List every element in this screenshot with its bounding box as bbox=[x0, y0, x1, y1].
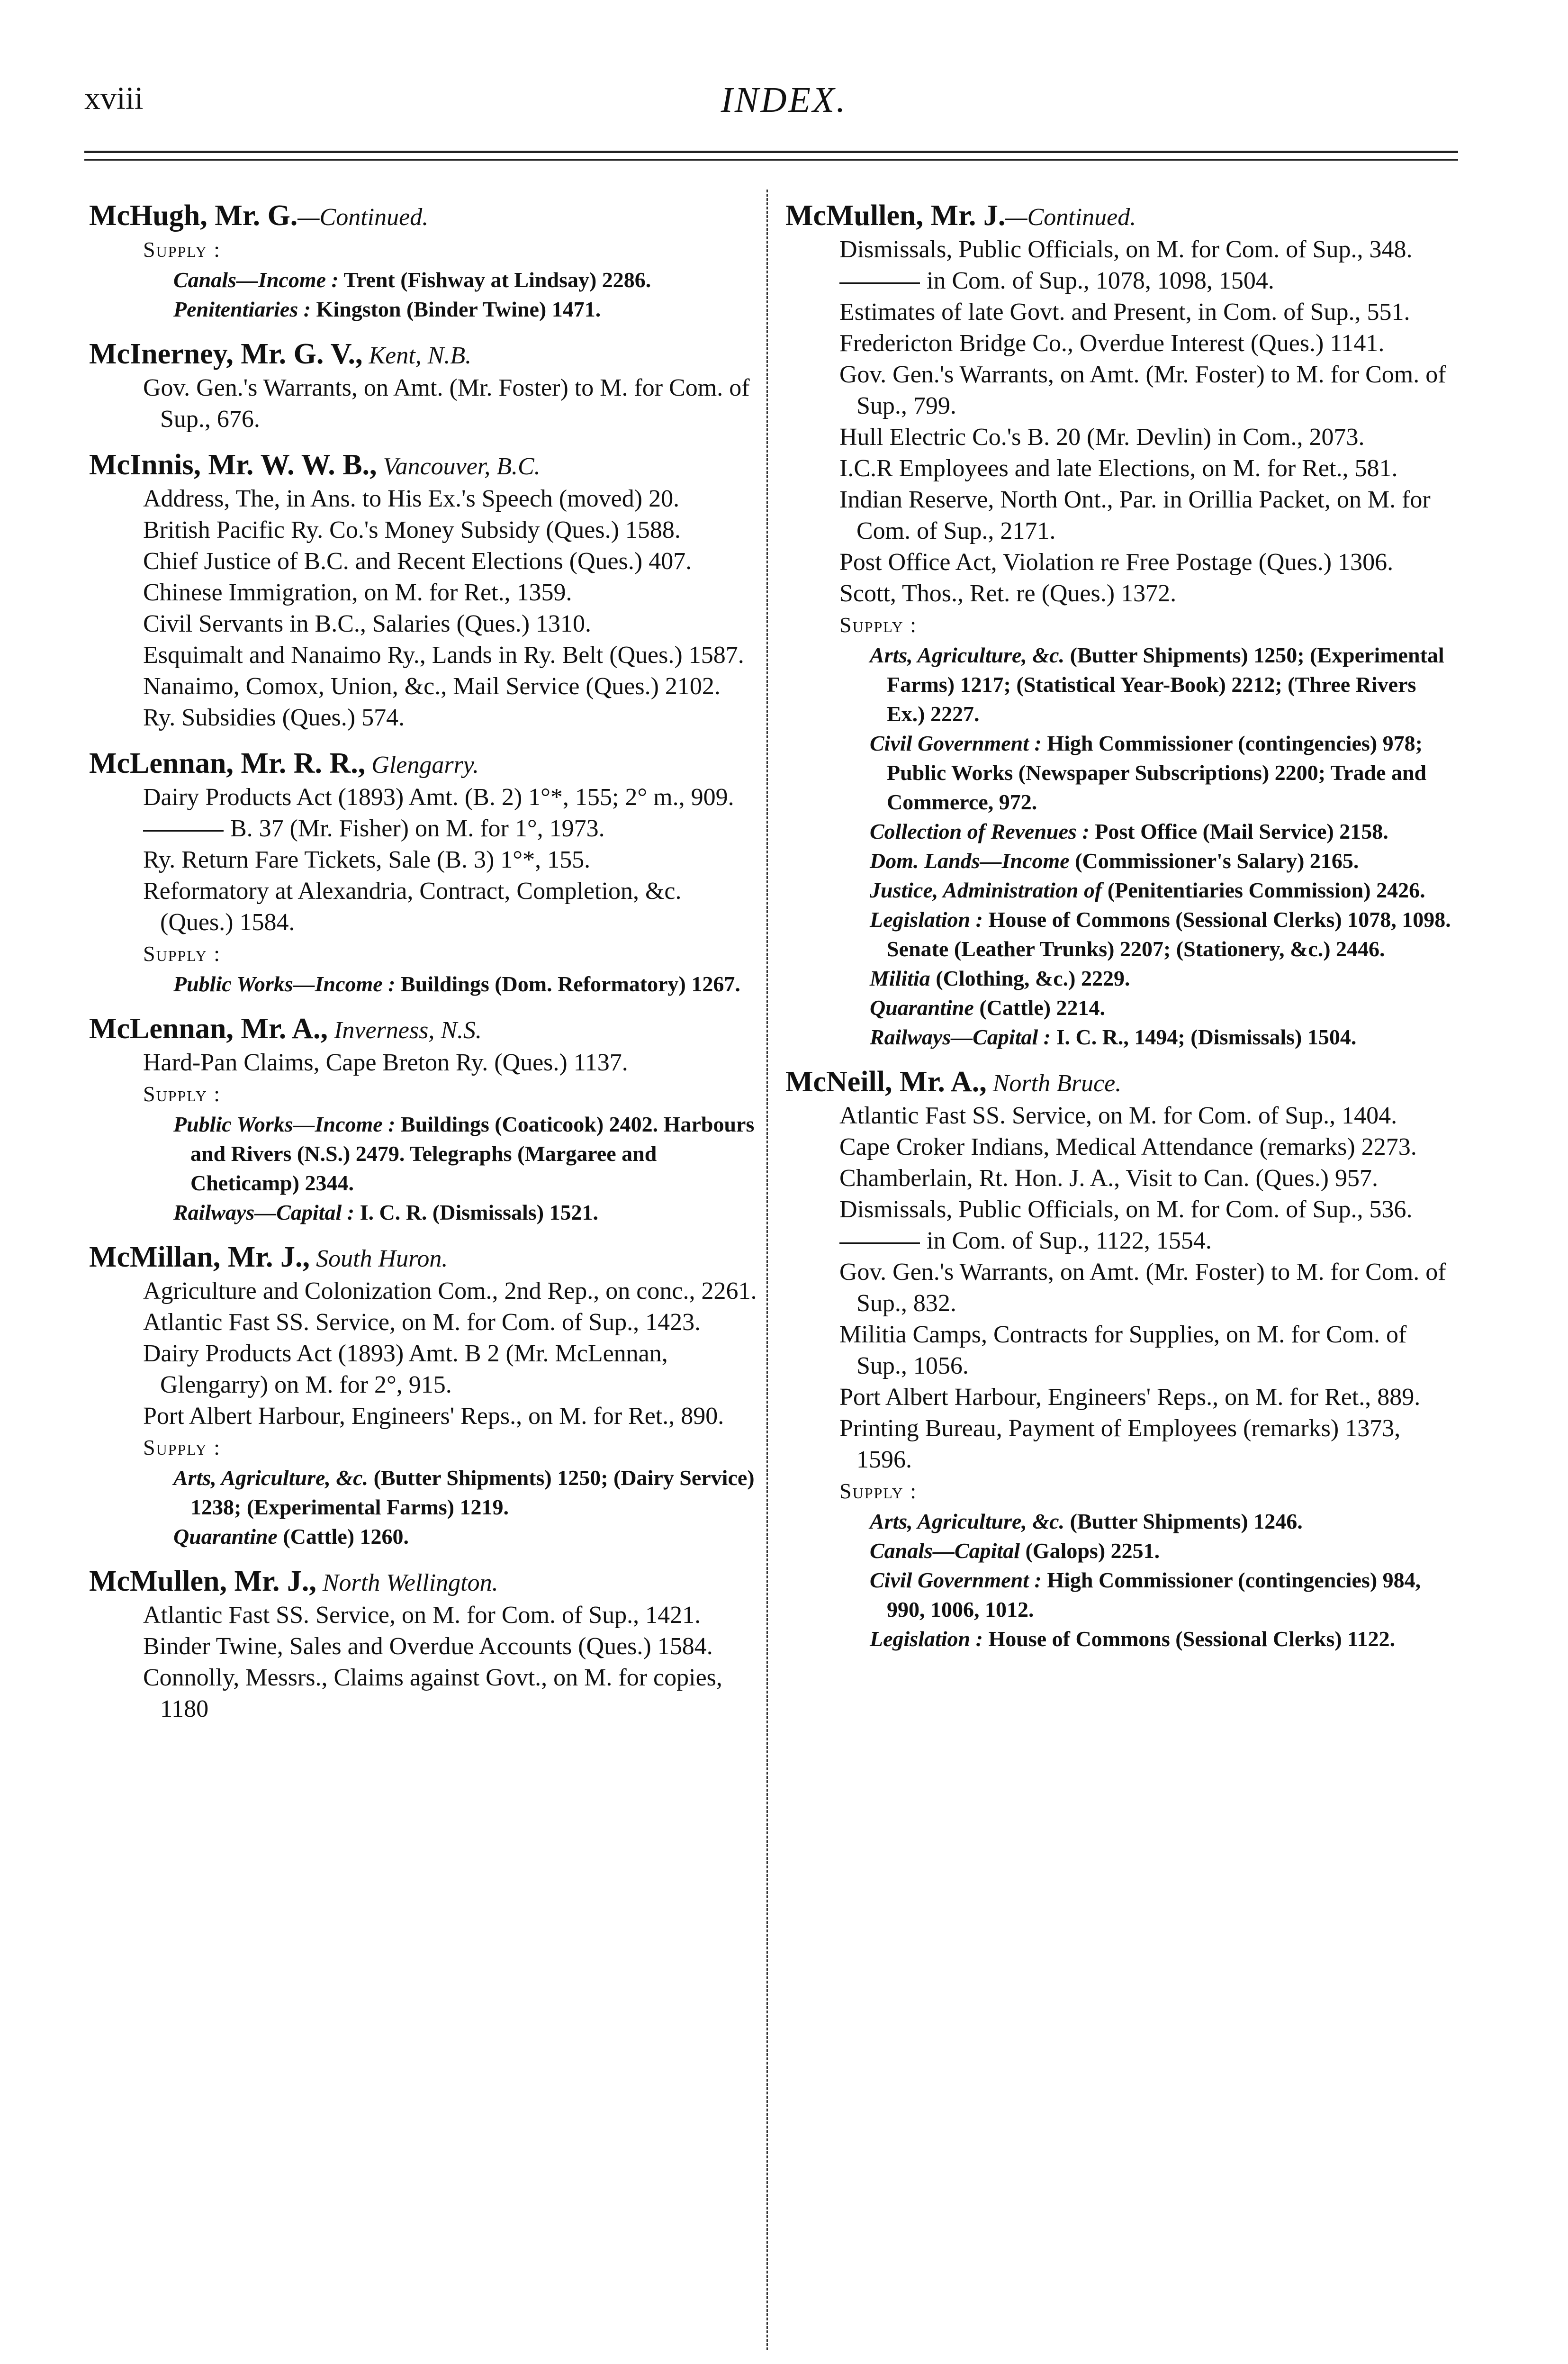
supply-detail: (Penitentiaries Commission) 2426. bbox=[1102, 878, 1425, 902]
supply-label: Supply : bbox=[839, 613, 918, 637]
supply-category: Public Works—Income : bbox=[173, 972, 396, 996]
column-divider bbox=[766, 190, 768, 2350]
supply-label: Supply : bbox=[143, 1082, 221, 1106]
supply-item bbox=[89, 1522, 757, 1551]
index-item: Atlantic Fast SS. Service, on M. for Com. of Sup., 1404. bbox=[839, 1102, 1397, 1129]
ditto-dash bbox=[143, 830, 224, 832]
supply-category: Legislation : bbox=[870, 907, 983, 932]
supply-category: Justice, Administration of bbox=[870, 878, 1102, 902]
supply-detail: Trent (Fishway at Lindsay) 2286. bbox=[338, 268, 651, 292]
member-name: McInnis, Mr. W. W. B., bbox=[89, 449, 377, 481]
supply-item bbox=[785, 817, 1458, 846]
supply-detail: (Butter Shipments) 1246. bbox=[1064, 1509, 1303, 1533]
index-entry bbox=[89, 337, 757, 435]
index-item: Binder Twine, Sales and Overdue Accounts (Ques.) 1584. bbox=[143, 1633, 713, 1660]
entry-heading bbox=[89, 1241, 757, 1276]
index-item-text: B. 37 (Mr. Fisher) on M. for 1°, 1973. bbox=[230, 815, 605, 842]
index-item: Atlantic Fast SS. Service, on M. for Com. of Sup., 1421. bbox=[143, 1602, 701, 1629]
supply-item bbox=[89, 295, 757, 324]
index-item: Dismissals, Public Officials, on M. for Com. of Sup., 348. bbox=[839, 236, 1413, 263]
entry-heading bbox=[89, 1012, 757, 1047]
supply-detail: House of Commons (Sessional Clerks) 1122. bbox=[982, 1627, 1396, 1651]
index-item bbox=[785, 265, 1458, 297]
index-item: Address, The, in Ans. to His Ex.'s Speech (moved) 20. bbox=[143, 485, 680, 512]
index-item: British Pacific Ry. Co.'s Money Subsidy (Ques.) 1588. bbox=[143, 516, 681, 543]
supply-detail: High Commissioner (contingencies) 984, 990, 1006, 1012. bbox=[887, 1568, 1421, 1621]
index-item: Chief Justice of B.C. and Recent Elections (Ques.) 407. bbox=[143, 548, 692, 575]
member-riding: Vancouver, B.C. bbox=[377, 453, 541, 480]
index-column-left bbox=[89, 199, 757, 1738]
member-riding: —Continued. bbox=[297, 204, 429, 231]
member-name: McLennan, Mr. R. R., bbox=[89, 747, 366, 779]
supply-category: Quarantine bbox=[173, 1524, 278, 1549]
index-item: Agriculture and Colonization Com., 2nd Rep., on conc., 2261. bbox=[143, 1277, 757, 1304]
supply-item bbox=[785, 1624, 1458, 1654]
supply-category: Public Works—Income : bbox=[173, 1112, 396, 1136]
ditto-dash bbox=[839, 1242, 920, 1244]
supply-detail: I. C. R., 1494; (Dismissals) 1504. bbox=[1051, 1025, 1357, 1049]
supply-label: Supply : bbox=[143, 942, 221, 966]
supply-detail: High Commissioner (contingencies) 978; Public Works (Newspaper Subscriptions) 2200; Trade and Commerce, 972. bbox=[887, 731, 1427, 814]
index-item: Estimates of late Govt. and Present, in Com. of Sup., 551. bbox=[839, 299, 1410, 326]
supply-category: Civil Government : bbox=[870, 1568, 1042, 1592]
member-name: McMullen, Mr. J. bbox=[785, 199, 1006, 232]
index-item: Cape Croker Indians, Medical Attendance (remarks) 2273. bbox=[839, 1133, 1417, 1160]
supply-category: Militia bbox=[870, 966, 930, 990]
index-item-text: in Com. of Sup., 1078, 1098, 1504. bbox=[927, 267, 1274, 294]
header-rule-thin bbox=[84, 159, 1458, 161]
index-item bbox=[785, 1225, 1458, 1257]
supply-detail: I. C. R. (Dismissals) 1521. bbox=[354, 1200, 599, 1224]
entry-heading bbox=[785, 199, 1458, 234]
supply-item bbox=[785, 876, 1458, 905]
member-name: McHugh, Mr. G. bbox=[89, 199, 298, 232]
index-entry bbox=[89, 448, 757, 734]
index-item: Fredericton Bridge Co., Overdue Interest (Ques.) 1141. bbox=[839, 330, 1385, 357]
index-item: Militia Camps, Contracts for Supplies, on M. for Com. of Sup., 1056. bbox=[839, 1321, 1407, 1379]
supply-detail: Buildings (Coaticook) 2402. Harbours and Rivers (N.S.) 2479. Telegraphs (Margaree and Cheticamp) 2344. bbox=[190, 1112, 755, 1195]
supply-item bbox=[89, 1463, 757, 1522]
index-item: Ry. Subsidies (Ques.) 574. bbox=[143, 704, 405, 731]
supply-label: Supply : bbox=[143, 237, 221, 262]
entry-heading bbox=[89, 199, 757, 234]
member-riding: North Bruce. bbox=[986, 1070, 1122, 1097]
member-riding: South Huron. bbox=[310, 1245, 448, 1272]
entry-heading bbox=[785, 1065, 1458, 1100]
index-item: Hard-Pan Claims, Cape Breton Ry. (Ques.) 1137. bbox=[143, 1049, 628, 1076]
supply-item bbox=[785, 1507, 1458, 1536]
supply-item bbox=[785, 1023, 1458, 1052]
entry-heading bbox=[89, 747, 757, 782]
index-item: Indian Reserve, North Ont., Par. in Orillia Packet, on M. for Com. of Sup., 2171. bbox=[839, 486, 1431, 544]
index-item: Scott, Thos., Ret. re (Ques.) 1372. bbox=[839, 580, 1177, 607]
index-item: Dairy Products Act (1893) Amt. B 2 (Mr. McLennan, Glengarry) on M. for 2°, 915. bbox=[143, 1340, 668, 1398]
supply-detail: Kingston (Binder Twine) 1471. bbox=[311, 297, 601, 321]
index-item: Reformatory at Alexandria, Contract, Completion, &c. (Ques.) 1584. bbox=[143, 878, 682, 936]
supply-item bbox=[785, 729, 1458, 817]
supply-detail: (Cattle) 2214. bbox=[973, 996, 1106, 1020]
index-item: Connolly, Messrs., Claims against Govt., on M. for copies, 1180 bbox=[143, 1664, 722, 1722]
supply-item bbox=[89, 1198, 757, 1227]
running-title: INDEX. bbox=[721, 80, 847, 120]
index-item: Ry. Return Fare Tickets, Sale (B. 3) 1°*, 155. bbox=[143, 846, 591, 873]
entry-heading bbox=[89, 1565, 757, 1600]
supply-category: Legislation : bbox=[870, 1627, 983, 1651]
supply-item bbox=[785, 1566, 1458, 1624]
index-entry bbox=[89, 1565, 757, 1725]
member-name: McMillan, Mr. J., bbox=[89, 1241, 310, 1273]
supply-item bbox=[785, 964, 1458, 993]
index-item: Esquimalt and Nanaimo Ry., Lands in Ry. Belt (Ques.) 1587. bbox=[143, 642, 744, 669]
supply-category: Quarantine bbox=[870, 996, 974, 1020]
supply-detail: (Galops) 2251. bbox=[1019, 1539, 1160, 1563]
supply-category: Railways—Capital : bbox=[173, 1200, 355, 1224]
index-item: Port Albert Harbour, Engineers' Reps., on M. for Ret., 890. bbox=[143, 1403, 724, 1430]
supply-label: Supply : bbox=[839, 1479, 918, 1503]
entry-heading bbox=[89, 448, 757, 483]
index-item: Gov. Gen.'s Warrants, on Amt. (Mr. Foster) to M. for Com. of Sup., 676. bbox=[143, 374, 750, 433]
index-item: Dismissals, Public Officials, on M. for Com. of Sup., 536. bbox=[839, 1196, 1413, 1223]
supply-detail: Buildings (Dom. Reformatory) 1267. bbox=[395, 972, 740, 996]
supply-item bbox=[89, 265, 757, 295]
index-item: Port Albert Harbour, Engineers' Reps., on M. for Ret., 889. bbox=[839, 1384, 1421, 1411]
index-entry bbox=[89, 1012, 757, 1227]
index-item: Dairy Products Act (1893) Amt. (B. 2) 1°*, 155; 2° m., 909. bbox=[143, 784, 734, 811]
supply-item bbox=[89, 1110, 757, 1198]
supply-item bbox=[785, 641, 1458, 729]
supply-category: Canals—Income : bbox=[173, 268, 339, 292]
supply-item bbox=[785, 1536, 1458, 1566]
supply-detail: (Commissioner's Salary) 2165. bbox=[1069, 849, 1359, 873]
index-entry bbox=[785, 199, 1458, 1052]
member-riding: Glengarry. bbox=[365, 752, 479, 779]
supply-category: Arts, Agriculture, &c. bbox=[173, 1466, 369, 1490]
index-item-text: in Com. of Sup., 1122, 1554. bbox=[927, 1227, 1212, 1254]
supply-item bbox=[785, 846, 1458, 876]
supply-detail: (Butter Shipments) 1250; (Experimental Farms) 1217; (Statistical Year-Book) 2212; (Three Rivers Ex.) 2227. bbox=[887, 643, 1444, 726]
index-item bbox=[89, 813, 757, 844]
supply-detail: (Cattle) 1260. bbox=[277, 1524, 409, 1549]
supply-category: Railways—Capital : bbox=[870, 1025, 1051, 1049]
index-entry bbox=[785, 1065, 1458, 1654]
supply-category: Arts, Agriculture, &c. bbox=[870, 643, 1065, 667]
page-number: xviii bbox=[84, 80, 144, 116]
entry-heading bbox=[89, 337, 757, 372]
member-riding: Kent, N.B. bbox=[362, 342, 472, 369]
member-name: McInerney, Mr. G. V., bbox=[89, 338, 363, 370]
index-item: Nanaimo, Comox, Union, &c., Mail Service (Ques.) 2102. bbox=[143, 673, 721, 700]
ditto-dash bbox=[839, 282, 920, 284]
index-item: I.C.R Employees and late Elections, on M. for Ret., 581. bbox=[839, 455, 1398, 482]
member-name: McMullen, Mr. J., bbox=[89, 1565, 316, 1597]
member-riding: North Wellington. bbox=[316, 1569, 498, 1596]
supply-category: Dom. Lands—Income bbox=[870, 849, 1070, 873]
index-item: Printing Bureau, Payment of Employees (remarks) 1373, 1596. bbox=[839, 1415, 1401, 1473]
member-riding: —Continued. bbox=[1005, 204, 1136, 231]
index-entry bbox=[89, 199, 757, 324]
member-name: McNeill, Mr. A., bbox=[785, 1066, 987, 1098]
index-item: Gov. Gen.'s Warrants, on Amt. (Mr. Foster) to M. for Com. of Sup., 832. bbox=[839, 1259, 1446, 1317]
supply-category: Civil Government : bbox=[870, 731, 1042, 755]
supply-category: Collection of Revenues : bbox=[870, 819, 1090, 843]
supply-item bbox=[785, 905, 1458, 964]
index-item: Chinese Immigration, on M. for Ret., 1359. bbox=[143, 579, 572, 606]
supply-detail: Post Office (Mail Service) 2158. bbox=[1089, 819, 1388, 843]
supply-category: Penitentiaries : bbox=[173, 297, 311, 321]
supply-category: Arts, Agriculture, &c. bbox=[870, 1509, 1065, 1533]
header-rule bbox=[84, 151, 1458, 153]
supply-detail: (Clothing, &c.) 2229. bbox=[930, 966, 1130, 990]
index-entry bbox=[89, 1241, 757, 1551]
supply-detail: (Butter Shipments) 1250; (Dairy Service) 1238; (Experimental Farms) 1219. bbox=[190, 1466, 755, 1519]
index-item: Post Office Act, Violation re Free Postage (Ques.) 1306. bbox=[839, 549, 1394, 576]
supply-detail: House of Commons (Sessional Clerks) 1078, 1098. Senate (Leather Trunks) 2207; (Stationery, &c.) 2446. bbox=[887, 907, 1451, 961]
supply-item bbox=[785, 993, 1458, 1023]
index-item: Gov. Gen.'s Warrants, on Amt. (Mr. Foster) to M. for Com. of Sup., 799. bbox=[839, 361, 1446, 419]
supply-category: Canals—Capital bbox=[870, 1539, 1020, 1563]
index-item: Hull Electric Co.'s B. 20 (Mr. Devlin) in Com., 2073. bbox=[839, 424, 1365, 451]
supply-item bbox=[89, 969, 757, 999]
index-item: Chamberlain, Rt. Hon. J. A., Visit to Can. (Ques.) 957. bbox=[839, 1165, 1378, 1192]
index-item: Atlantic Fast SS. Service, on M. for Com. of Sup., 1423. bbox=[143, 1309, 701, 1336]
index-item: Civil Servants in B.C., Salaries (Ques.) 1310. bbox=[143, 610, 592, 637]
supply-label: Supply : bbox=[143, 1435, 221, 1459]
member-riding: Inverness, N.S. bbox=[328, 1017, 482, 1044]
index-entry bbox=[89, 747, 757, 999]
member-name: McLennan, Mr. A., bbox=[89, 1013, 328, 1045]
index-column-right bbox=[785, 199, 1458, 1667]
